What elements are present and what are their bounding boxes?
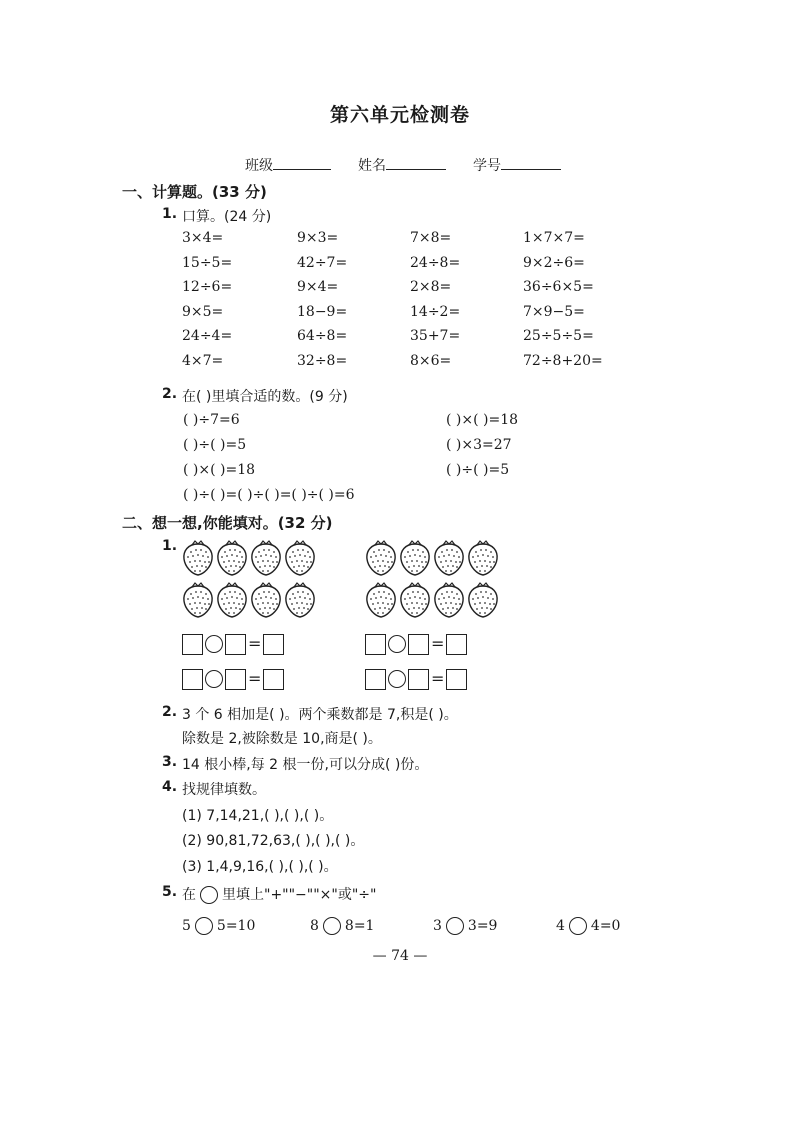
strawberry-icon [182,538,214,576]
result: 3=9 [467,918,498,934]
mental-math-item[interactable]: 9×3= [297,230,339,246]
s2-q2-line2[interactable]: 除数是 2,被除数是 10,商是( )。 [182,731,382,747]
s1-q2-title: 在( )里填合适的数。(9 分) [182,389,348,405]
mental-math-item[interactable]: 7×9−5= [523,303,585,320]
strawberry-icon [399,538,431,576]
operator-fill-item [310,917,374,935]
fill-item[interactable]: ( )×( )=18 [446,412,519,428]
mental-math-item[interactable]: 7×8= [410,230,452,246]
answer-box[interactable] [408,669,429,690]
page-number: — 74 — [372,948,428,964]
mental-math-item[interactable]: 8×6= [410,353,452,369]
operator-fill-item [182,917,255,935]
strawberry-icon [216,580,248,618]
pattern-item[interactable]: (1) 7,14,21,( ),( ),( )。 [182,808,334,824]
answer-box[interactable] [263,669,284,690]
s2-q5-title-pre: 在 [182,887,196,903]
mental-math-item[interactable]: 64÷8= [297,328,348,345]
strawberry-icon [250,538,282,576]
mental-math-item[interactable]: 9×2÷6= [523,254,585,271]
answer-box[interactable] [225,634,246,655]
page-title: 第六单元检测卷 [329,104,470,126]
s2-q1-number: 1. [162,538,178,554]
number-blank[interactable] [501,155,561,170]
mental-math-item[interactable]: 24÷4= [182,328,233,345]
strawberry-icon [284,538,316,576]
equals-sign: = [431,669,445,688]
fill-item[interactable]: ( )÷( )=5 [183,437,247,453]
operand: 5 [182,918,191,934]
number-field [473,155,561,175]
s2-q5-title [182,884,376,904]
operand: 8 [310,918,319,934]
s2-q2-number: 2. [162,704,178,720]
strawberry-icon [182,580,214,618]
mental-math-item[interactable]: 1×7×7= [523,230,585,246]
pattern-item[interactable]: (3) 1,4,9,16,( ),( ),( )。 [182,859,338,875]
answer-box[interactable] [182,634,203,655]
strawberry-icon [365,538,397,576]
mental-math-item[interactable]: 14÷2= [410,303,461,320]
class-label: 班级 [245,158,273,174]
strawberry-icon [250,580,282,618]
fill-item-chain[interactable]: ( )÷( )=( )÷( )=( )÷( )=6 [183,487,355,503]
mental-math-item[interactable]: 18−9= [297,303,348,320]
result: 8=1 [344,918,375,934]
class-blank[interactable] [273,155,331,170]
mental-math-item[interactable]: 42÷7= [297,254,348,271]
mental-math-item[interactable]: 9×4= [297,279,339,296]
operator-fill-item [433,917,497,935]
fill-item[interactable]: ( )×( )=18 [183,462,256,478]
mental-math-item[interactable]: 3×4= [182,230,224,246]
fill-item[interactable]: ( )÷7=6 [183,412,240,428]
name-field [358,155,446,175]
strawberry-icon [467,580,499,618]
mental-math-item[interactable]: 35+7= [410,328,461,345]
operator-circle[interactable] [446,917,464,935]
strawberry-icon [433,580,465,618]
s1-q2-number: 2. [162,386,178,402]
mental-math-item[interactable]: 36÷6×5= [523,279,594,296]
name-label: 姓名 [358,158,386,174]
s2-q5-number: 5. [162,884,178,900]
operator-fill-item [556,917,620,935]
s2-q3-number: 3. [162,754,178,770]
operator-circle[interactable] [388,635,406,653]
equation-template [182,631,284,657]
s2-q5-title-post: 里填上"+""−""×"或"÷" [222,887,377,903]
equation-template [365,631,467,657]
answer-box[interactable] [446,669,467,690]
operator-circle[interactable] [195,917,213,935]
strawberry-icon [216,538,248,576]
mental-math-item[interactable]: 2×8= [410,279,452,296]
section2-title: 二、想一想,你能填对。(32 分) [122,514,333,532]
operand: 3 [433,918,442,934]
class-field [245,155,331,175]
answer-box[interactable] [446,634,467,655]
answer-box[interactable] [365,634,386,655]
fill-item[interactable]: ( )÷( )=5 [446,462,510,478]
equals-sign: = [248,669,262,688]
equals-sign: = [248,634,262,653]
mental-math-item[interactable]: 4×7= [182,353,224,369]
result: 5=10 [216,918,256,934]
operand: 4 [556,918,565,934]
number-label: 学号 [473,158,501,174]
mental-math-item[interactable]: 9×5= [182,303,224,320]
s2-q4-title: 找规律填数。 [182,782,266,798]
answer-box[interactable] [225,669,246,690]
answer-box[interactable] [408,634,429,655]
strawberry-group-right [365,538,499,618]
mental-math-item[interactable]: 32÷8= [297,353,348,369]
strawberry-icon [365,580,397,618]
mental-math-item[interactable]: 25÷5÷5= [523,328,594,345]
result: 4=0 [590,918,621,934]
mental-math-item[interactable]: 15÷5= [182,254,233,271]
operator-circle[interactable] [205,670,223,688]
equation-template [365,666,467,692]
answer-box[interactable] [263,634,284,655]
s2-q3-text[interactable]: 14 根小棒,每 2 根一份,可以分成( )份。 [182,757,429,773]
name-blank[interactable] [386,155,446,170]
operator-circle[interactable] [205,635,223,653]
s1-q1-number: 1. [162,206,178,222]
answer-box[interactable] [365,669,386,690]
s1-q1-title: 口算。(24 分) [182,209,272,225]
operator-circle[interactable] [569,917,587,935]
circle-icon [200,886,218,904]
strawberry-icon [284,580,316,618]
s2-q2-line1[interactable]: 3 个 6 相加是( )。两个乘数都是 7,积是( )。 [182,707,458,723]
pattern-item[interactable]: (2) 90,81,72,63,( ),( ),( )。 [182,833,365,849]
s2-q4-number: 4. [162,779,178,795]
operator-circle[interactable] [323,917,341,935]
equation-template [182,666,284,692]
mental-math-item[interactable]: 72÷8+20= [523,353,603,369]
mental-math-item[interactable]: 12÷6= [182,279,233,296]
strawberry-icon [399,580,431,618]
mental-math-item[interactable]: 24÷8= [410,254,461,271]
strawberry-group-left [182,538,316,618]
fill-item[interactable]: ( )×3=27 [446,437,512,453]
operator-circle[interactable] [388,670,406,688]
strawberry-icon [433,538,465,576]
equals-sign: = [431,634,445,653]
section1-title: 一、计算题。(33 分) [122,183,267,201]
strawberry-icon [467,538,499,576]
answer-box[interactable] [182,669,203,690]
